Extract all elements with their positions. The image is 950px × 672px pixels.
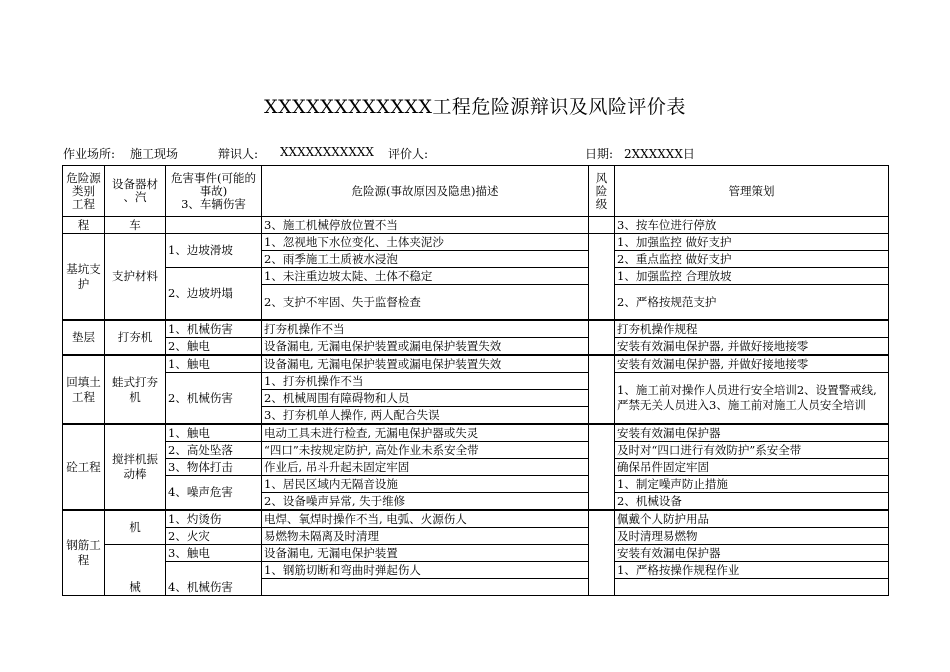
source-cell: 1、忽视地下水位变化、土体夹泥沙 xyxy=(262,234,589,251)
overlap-category-fragment: 工程 xyxy=(72,196,95,211)
table-row xyxy=(63,424,889,442)
measure-cell: 确保吊件固定牢固 xyxy=(615,459,889,476)
table-row xyxy=(63,510,889,528)
category-cell: 钢筋工程 xyxy=(63,510,105,596)
header-risk: 风险级 xyxy=(589,166,615,217)
measure-cell: 3、按车位进行停放 xyxy=(615,217,889,234)
source-cell: 设备漏电, 无漏电保护装置 xyxy=(262,545,589,562)
source-cell: “四口”未按规定防护, 高处作业未系安全带 xyxy=(262,442,589,459)
measure-cell: 2、重点监控 做好支护 xyxy=(615,251,889,268)
header-event-text: 危害事件(可能的事故) xyxy=(171,170,256,198)
source-cell: 2、雨季施工土质被水浸泡 xyxy=(262,251,589,268)
event-cell: 4、机械伤害 xyxy=(166,562,262,596)
source-cell: 作业后, 吊斗升起未固定牢固 xyxy=(262,459,589,476)
risk-table-container xyxy=(62,165,888,594)
measure-cell: 1、加强监控 做好支护 xyxy=(615,234,889,251)
table-row xyxy=(63,528,889,545)
table-row xyxy=(63,373,889,390)
equipment-cell: 蛙式打夯机 xyxy=(105,355,166,424)
table-row xyxy=(63,545,889,562)
equipment-cell: 械 xyxy=(105,545,166,596)
measure-cell: 安装有效漏电保护器, 并做好接地接零 xyxy=(615,355,889,373)
source-cell: 1、未注重边坡太陡、土体不稳定 xyxy=(262,268,589,285)
category-cell: 砼工程 xyxy=(63,424,105,510)
measure-cell: 1、严格按操作规程作业 xyxy=(615,562,889,579)
source-cell: 电动工具未进行检查, 无漏电保护器或失灵 xyxy=(262,424,589,442)
risk-cell xyxy=(589,424,615,510)
source-cell: 易燃物未隔离及时清理 xyxy=(262,528,589,545)
measure-cell: 佩戴个人防护用品 xyxy=(615,510,889,528)
category-cell: 基坑支护 xyxy=(63,234,105,321)
event-cell: 2、边坡坍塌 xyxy=(166,268,262,321)
header-source: 危险源(事故原因及隐患)描述 xyxy=(262,166,589,217)
source-cell: 2、机械周围有障碍物和人员 xyxy=(262,390,589,407)
equipment-cell: 打夯机 xyxy=(105,320,166,355)
evaluator-label: 评价人: xyxy=(388,147,429,161)
event-cell: 3、物体打击 xyxy=(166,459,262,476)
category-cell: 回填土工程 xyxy=(63,355,105,424)
event-cell: 4、噪声危害 xyxy=(166,476,262,511)
measure-cell: 1、施工前对操作人员进行安全培训2、设置警戒线, 严禁无关人员进入3、施工前对施工人员安全培训 xyxy=(615,373,889,425)
table-row xyxy=(63,442,889,459)
table-row xyxy=(63,268,889,285)
event-cell: 2、火灾 xyxy=(166,528,262,545)
header-equipment-text: 设备器材 xyxy=(112,177,158,191)
table-row xyxy=(63,562,889,579)
measure-cell: 2、机械设备 xyxy=(615,493,889,511)
date-value: 2XXXXXX日 xyxy=(624,147,695,161)
table-row xyxy=(63,355,889,373)
source-cell: 1、打夯机操作不当 xyxy=(262,373,589,390)
source-cell: 2、支护不牢固、失于监督检查 xyxy=(262,285,589,321)
source-cell: 打夯机操作不当 xyxy=(262,320,589,338)
risk-cell xyxy=(589,320,615,355)
measure-cell: 安装有效漏电保护器, 并做好接地接零 xyxy=(615,338,889,356)
table-row xyxy=(63,338,889,356)
header-event xyxy=(166,166,262,217)
measure-cell: 安装有效漏电保护器 xyxy=(615,545,889,562)
source-cell: 3、打夯机单人操作, 两人配合失误 xyxy=(262,407,589,425)
event-cell: 1、灼烫伤 xyxy=(166,510,262,528)
identifier-label: 辩识人: xyxy=(218,147,259,161)
event-cell: 2、高处坠落 xyxy=(166,442,262,459)
header-category-text: 危险源类别 xyxy=(66,170,101,198)
equipment-cell: 搅拌机振动棒 xyxy=(105,424,166,510)
event-cell: 1、触电 xyxy=(166,424,262,442)
header-category xyxy=(63,166,105,217)
category-cell: 垫层 xyxy=(63,320,105,355)
table-header-row xyxy=(63,166,889,217)
equipment-cell: 支护材料 xyxy=(105,234,166,321)
table-row xyxy=(63,320,889,338)
measure-cell: 打夯机操作规程 xyxy=(615,320,889,338)
table-row xyxy=(63,234,889,251)
overlap-event-fragment: 3、车辆伤害 xyxy=(181,196,246,211)
measure-cell: 2、严格按规范支护 xyxy=(615,285,889,321)
source-cell xyxy=(262,579,589,596)
source-cell: 1、钢筋切断和弯曲时弹起伤人 xyxy=(262,562,589,579)
site-value: 施工现场 xyxy=(130,147,179,161)
event-cell: 2、机械伤害 xyxy=(166,373,262,425)
date-label: 日期: xyxy=(585,147,614,161)
source-cell: 2、设备噪声异常, 失于维修 xyxy=(262,493,589,511)
source-cell: 设备漏电, 无漏电保护装置或漏电保护装置失效 xyxy=(262,355,589,373)
measure-cell xyxy=(615,579,889,596)
overlap-equipment-fragment: 、汽 xyxy=(123,190,147,204)
risk-assessment-table xyxy=(62,165,889,596)
equipment-cell: 机 xyxy=(105,510,166,545)
identifier-value: XXXXXXXXXXX xyxy=(280,145,374,159)
risk-cell xyxy=(589,234,615,321)
risk-cell xyxy=(589,217,615,234)
risk-cell xyxy=(589,355,615,424)
source-cell: 设备漏电, 无漏电保护装置或漏电保护装置失效 xyxy=(262,338,589,356)
source-cell: 3、施工机械停放位置不当 xyxy=(262,217,589,234)
event-cell: 3、触电 xyxy=(166,545,262,562)
event-cell: 1、触电 xyxy=(166,355,262,373)
risk-cell xyxy=(589,510,615,596)
measure-cell: 1、制定噪声防止措施 xyxy=(615,476,889,493)
event-cell: 2、触电 xyxy=(166,338,262,356)
event-cell xyxy=(166,217,262,234)
page-title: XXXXXXXXXXXX工程危险源辩识及风险评价表 xyxy=(264,96,686,118)
measure-cell: 安装有效漏电保护器 xyxy=(615,424,889,442)
header-equipment xyxy=(105,166,166,217)
table-row xyxy=(63,459,889,476)
equipment-cell: 车 xyxy=(105,217,166,234)
event-cell: 1、机械伤害 xyxy=(166,320,262,338)
measure-cell: 及时对“四口进行有效防护”系安全带 xyxy=(615,442,889,459)
event-cell: 1、边坡滑坡 xyxy=(166,234,262,268)
source-cell: 电焊、氧焊时操作不当, 电弧、火源伤人 xyxy=(262,510,589,528)
category-cell: 程 xyxy=(63,217,105,234)
source-cell: 1、居民区域内无隔音设施 xyxy=(262,476,589,493)
site-label: 作业场所: xyxy=(63,147,116,161)
header-measure: 管理策划 xyxy=(615,166,889,217)
table-row xyxy=(63,476,889,493)
measure-cell: 1、加强监控 合理放坡 xyxy=(615,268,889,285)
measure-cell: 及时清理易燃物 xyxy=(615,528,889,545)
table-row xyxy=(63,217,889,234)
